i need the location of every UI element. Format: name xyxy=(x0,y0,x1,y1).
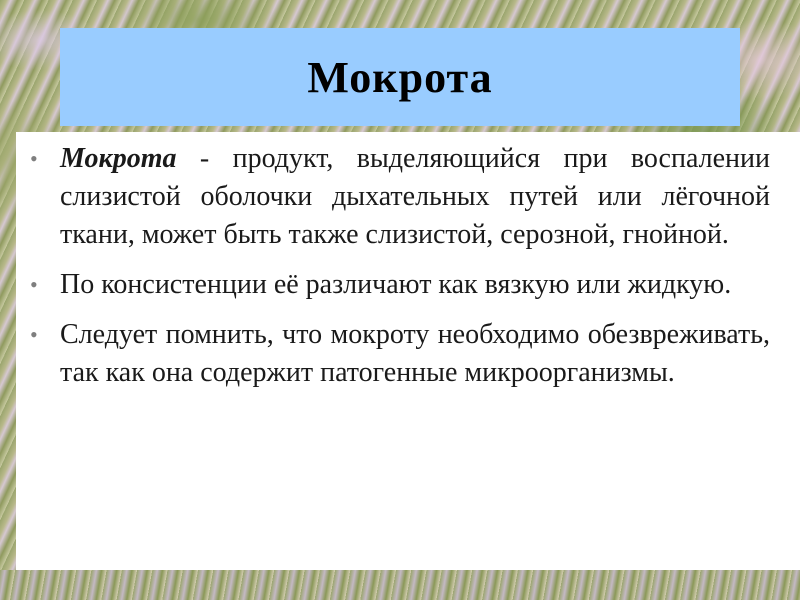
bullet-text: Следует помнить, что мокроту необходимо обезвреживать, так как она содержит патогенные микроорганизмы. xyxy=(60,319,770,388)
bullet-marker-icon: • xyxy=(30,146,38,171)
bullet-item-definition xyxy=(30,140,770,254)
bottom-decoration xyxy=(0,570,800,600)
bullet-item-disinfection xyxy=(30,316,770,392)
bullet-item-consistency xyxy=(30,266,770,304)
slide-title: Мокрота xyxy=(307,52,493,102)
title-box xyxy=(60,28,740,126)
bullet-list xyxy=(30,140,770,404)
bullet-marker-icon: • xyxy=(30,272,38,297)
bullet-text: - продукт, выделяющийся при воспалении слизистой оболочки дыхательных путей или лёгочной ткани, может быть также слизистой, серозной, гнойной. xyxy=(60,143,770,250)
bullet-text: По консистенции её различают как вязкую или жидкую. xyxy=(60,269,732,300)
bullet-marker-icon: • xyxy=(30,322,38,347)
bullet-term: Мокрота xyxy=(60,143,177,174)
